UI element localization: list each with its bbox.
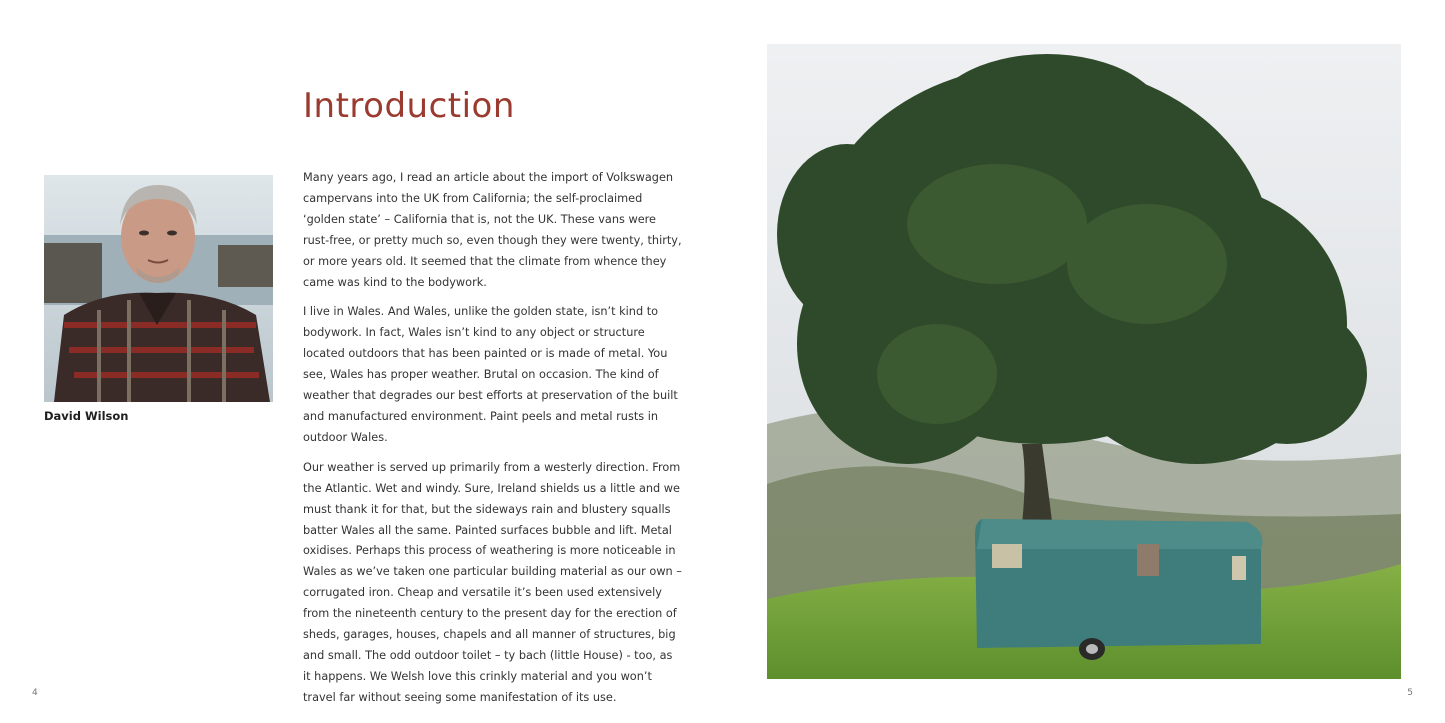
left-page [0,0,722,723]
author-portrait-photo [44,175,273,402]
page-number: 5 [1407,688,1413,698]
body-text [303,168,683,718]
caravan-under-tree-photo [767,44,1401,679]
paragraph: Many years ago, I read an article about the import of Volkswagen campervans into the UK from California; the self-proclaimed ‘golden state’ – California that is, not the UK. These vans were rust-free, or pretty much so, even though they were twenty, thirty, or more years old. It seemed that the climate from whence they came was kind to the bodywork. [303,171,682,289]
page-title: Introduction [303,86,515,126]
paragraph: I live in Wales. And Wales, unlike the golden state, isn’t kind to bodywork. In fact, Wales isn’t kind to any object or structure located outdoors that has been painted or is made of metal. You see, Wales has proper weather. Brutal on occasion. The kind of weather that degrades our best efforts at preservation of the built and manufactured environment. Paint peels and metal rusts in outdoor Wales. [303,305,678,444]
paragraph: Our weather is served up primarily from a westerly direction. From the Atlantic. Wet and windy. Sure, Ireland shields us a little and we must thank it for that, but the sideways rain and blustery squalls batter Wales all the same. Painted surfaces bubble and lift. Metal oxidises. Perhaps this process of weathering is more noticeable in Wales as we’ve taken one particular building material as our own – corrugated iron. Cheap and versatile it’s been used extensively from the nineteenth century to the present day for the erection of sheds, garages, houses, chapels and all manner of structures, big and small. The odd outdoor toilet – ty bach (little House) - too, as it happens. We Welsh love this crinkly material and you won’t travel far without seeing some manifestation of its use. [303,460,682,704]
page-number: 4 [32,688,38,698]
portrait-caption: David Wilson [44,409,129,423]
right-page [722,0,1445,723]
